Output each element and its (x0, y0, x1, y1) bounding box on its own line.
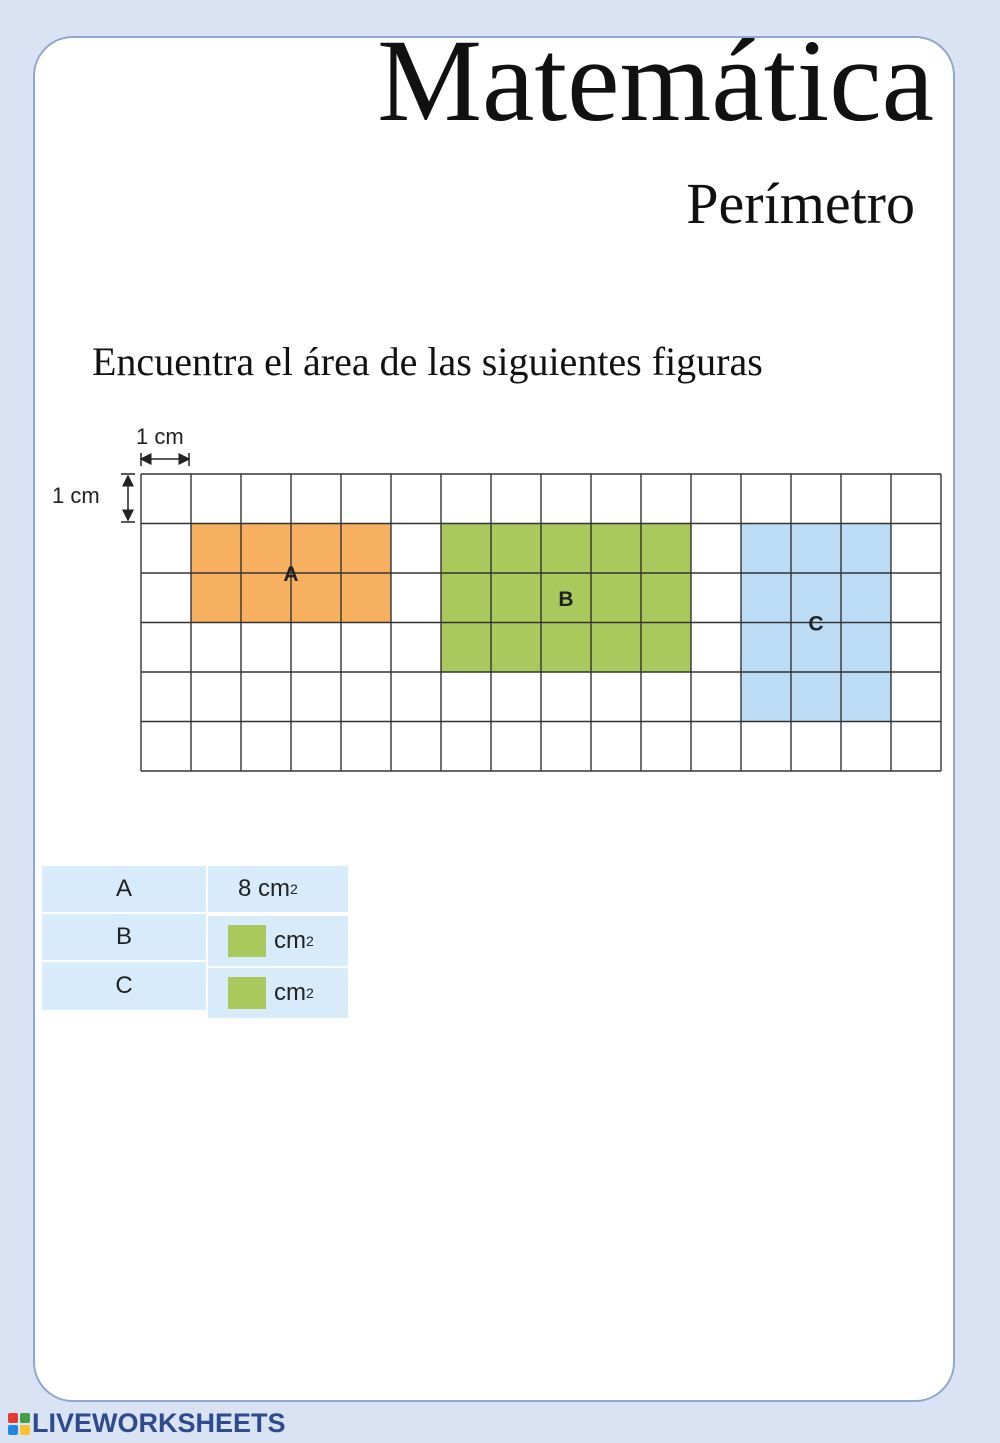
scale-v-label: 1 cm (52, 483, 100, 508)
answer-value-b: cm 2 (208, 916, 348, 966)
shape-label-b: B (558, 587, 574, 611)
page-subtitle: Perímetro (686, 171, 915, 236)
liveworksheets-logo-icon (8, 1413, 30, 1435)
scale-h-label: 1 cm (136, 424, 184, 449)
answer-input-b[interactable] (228, 925, 266, 957)
page-title: Matemática (377, 15, 934, 146)
footer-brand (8, 1408, 286, 1439)
answer-label-b: B (42, 914, 206, 960)
grid-figure (40, 420, 950, 780)
instruction-text: Encuentra el área de las siguientes figuras (92, 339, 763, 384)
answer-value-a: 8 cm 2 (208, 866, 348, 912)
shape-label-c: C (808, 612, 824, 636)
answer-value-c: cm 2 (208, 968, 348, 1018)
shape-label-a: A (283, 563, 299, 586)
answer-input-c[interactable] (228, 977, 266, 1009)
scale-horizontal (136, 424, 189, 466)
answer-label-c: C (42, 962, 206, 1010)
footer-brand-text: LIVEWORKSHEETS (32, 1408, 286, 1438)
scale-vertical (52, 474, 135, 522)
answer-label-a: A (42, 866, 206, 912)
